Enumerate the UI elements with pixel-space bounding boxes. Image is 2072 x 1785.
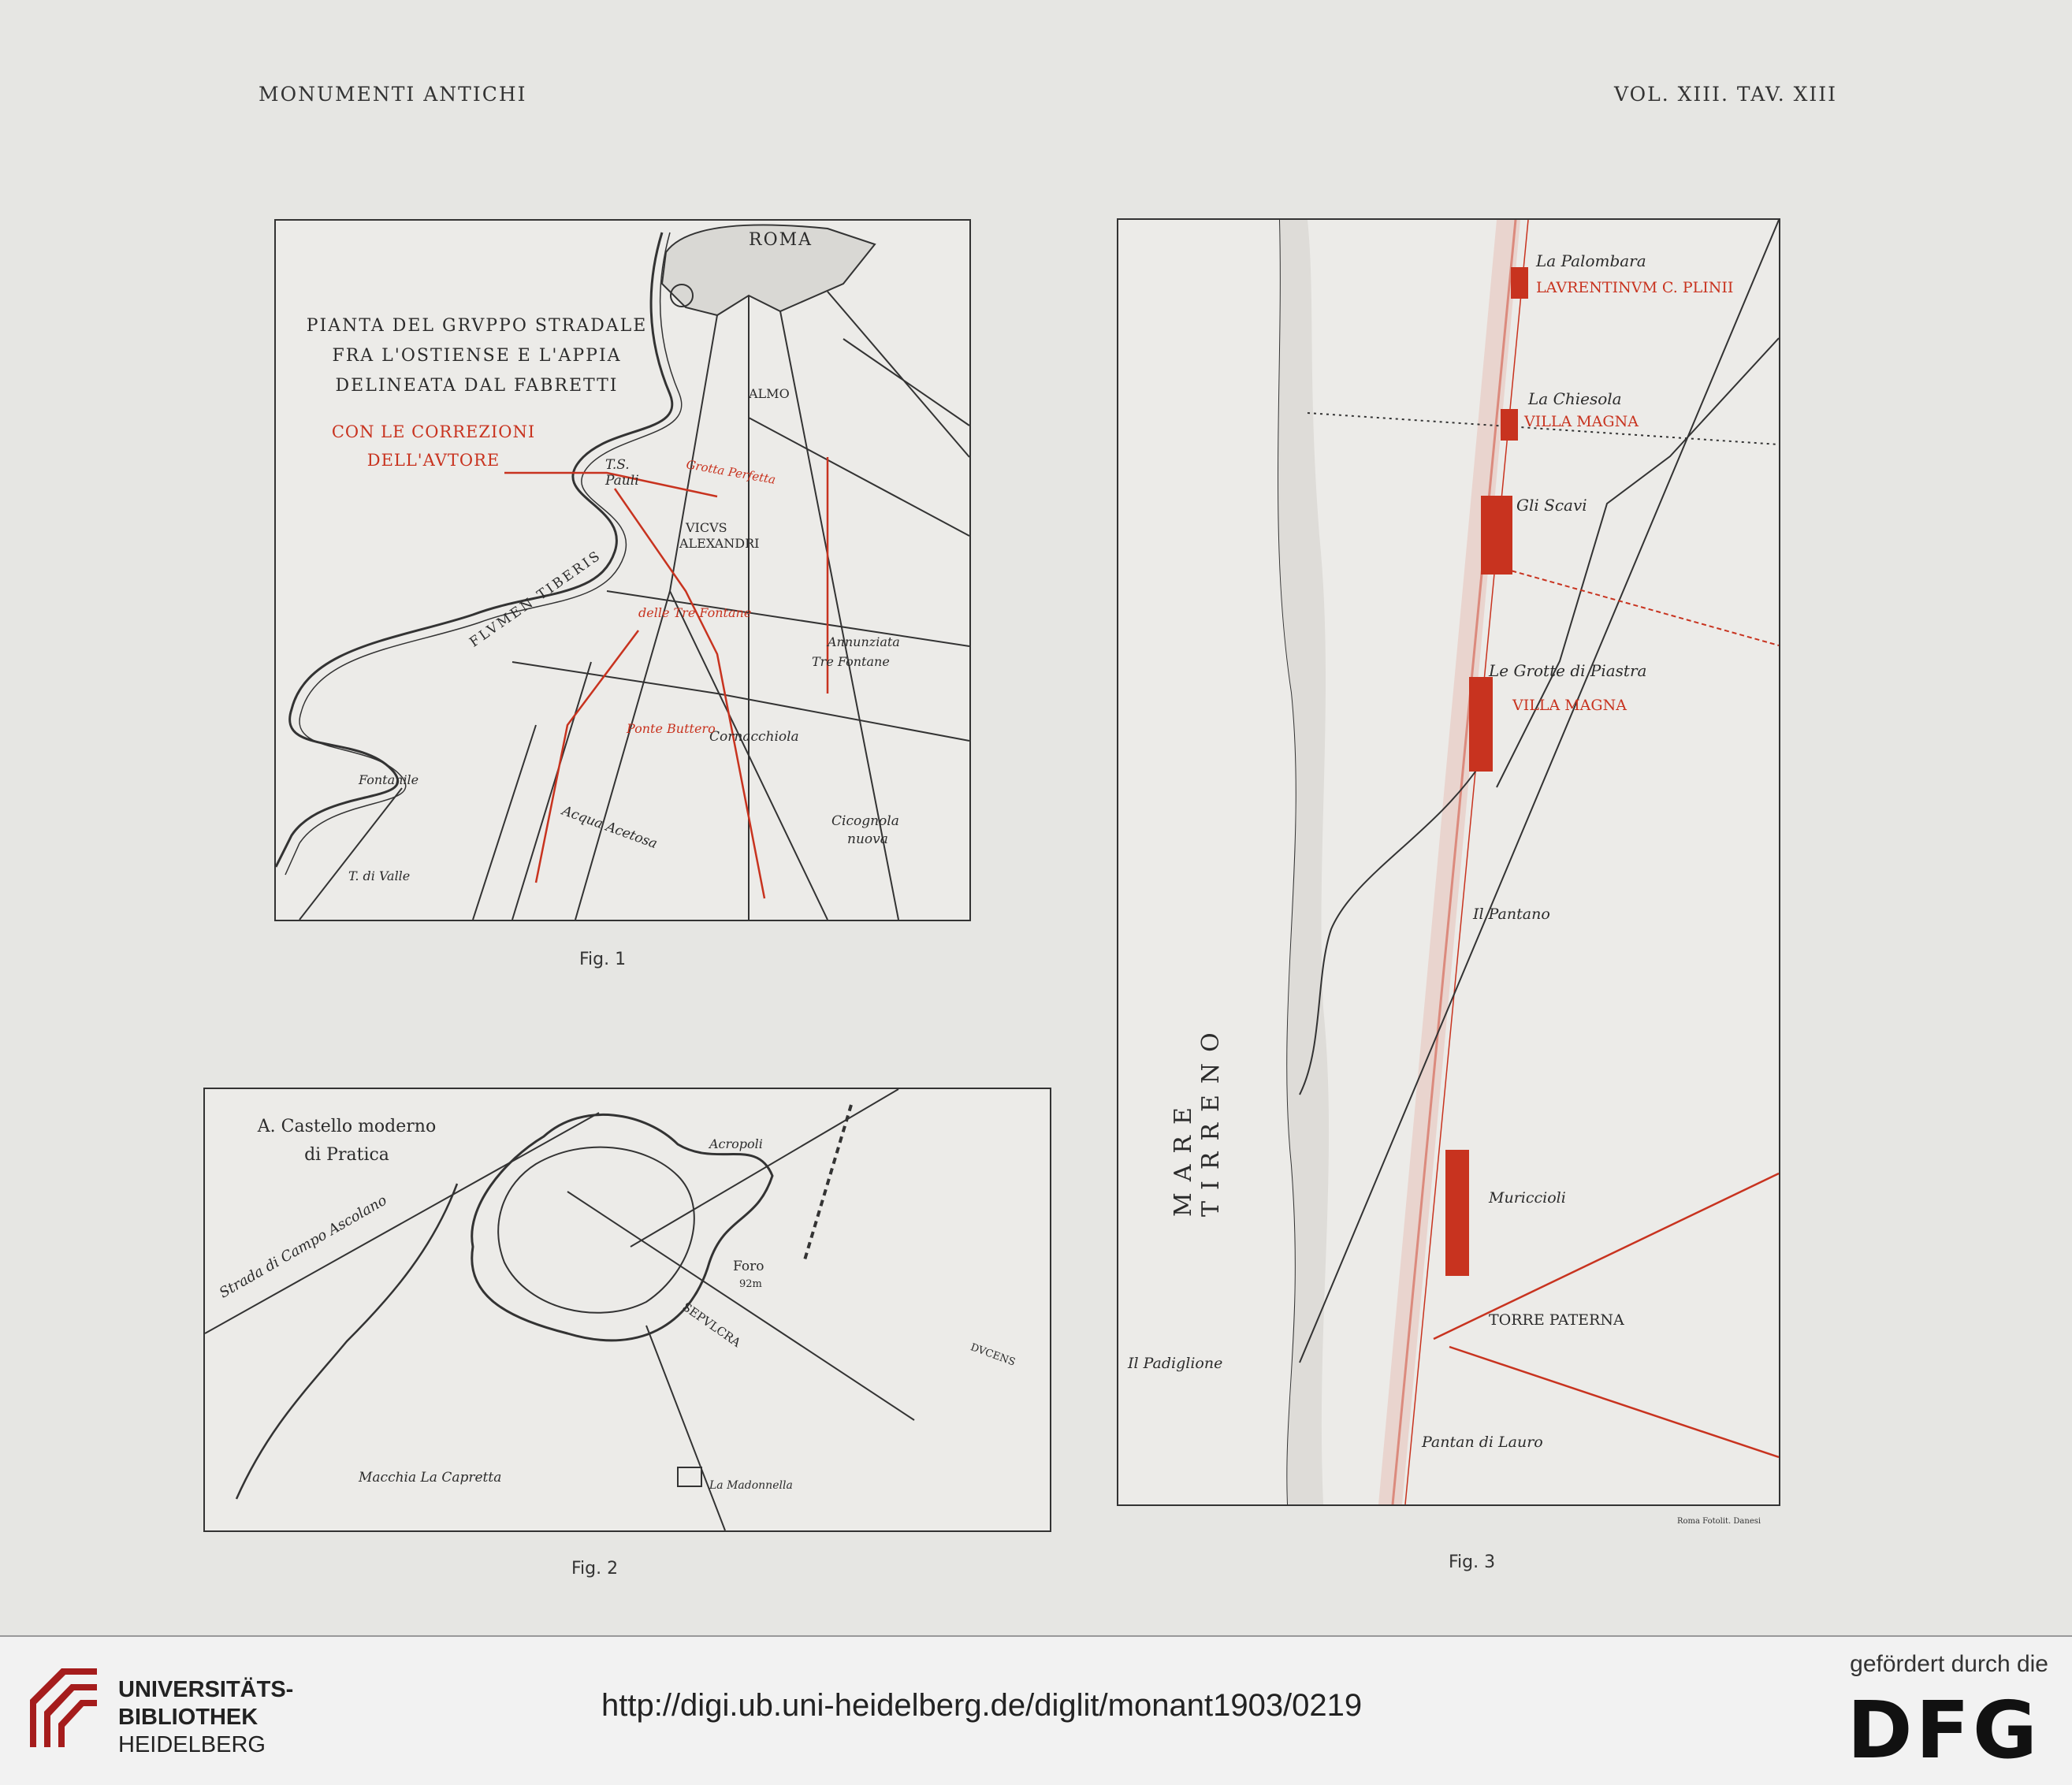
label-pantano: Il Pantano [1473, 906, 1550, 923]
fig1-caption: Fig. 1 [579, 950, 627, 969]
label-cornacchiola: Cornacchiola [709, 729, 799, 745]
fig2-legend-line-2: di Pratica [304, 1145, 389, 1165]
label-foro-elev: 92m [739, 1278, 762, 1290]
fig3-caption: Fig. 3 [1449, 1553, 1496, 1572]
diverticulum [646, 1326, 725, 1530]
label-flumen-tiberis: FLVMEN TIBERIS [467, 547, 605, 651]
fig2-legend-line-1: A. Castello moderno [257, 1117, 437, 1136]
via-albana [631, 1089, 898, 1247]
label-muriccioli: Muriccioli [1489, 1189, 1566, 1207]
dfg-label: gefördert durch die [1850, 1651, 2048, 1677]
running-head-left: MONUMENTI ANTICHI [259, 83, 527, 106]
label-foro: Foro [733, 1259, 764, 1274]
label-fontanile: Fontanile [359, 772, 419, 787]
fig2-caption: Fig. 2 [571, 1559, 619, 1579]
label-tre-fontane: Tre Fontane [812, 654, 890, 669]
fig2-map [203, 1088, 1051, 1532]
templum-villa-mark [678, 1467, 701, 1486]
label-gli-scavi: Gli Scavi [1516, 496, 1587, 515]
label-ducens: DVCENS [969, 1341, 1017, 1369]
label-sepulcra: SEPVLCRA [679, 1300, 744, 1350]
aqueduct-line [804, 1105, 851, 1263]
label-t-di-valle: T. di Valle [348, 868, 411, 883]
label-grotte: Le Grotte di Piastra [1489, 661, 1647, 680]
via-ad-ardeam [567, 1192, 914, 1420]
fig1-title-line-3: DELINEATA DAL FABRETTI [335, 376, 619, 396]
logo-line-1: UNIVERSITÄTS- [118, 1677, 294, 1702]
fig1-subtitle-line-1: CON LE CORREZIONI [331, 422, 536, 441]
label-roma: ROMA [749, 230, 813, 250]
label-cicognola: Cicognola [831, 813, 899, 829]
label-acropoli: Acropoli [709, 1136, 763, 1151]
fig1-red-roads [504, 457, 828, 898]
label-torre-paterna: TORRE PATERNA [1489, 1311, 1624, 1329]
logo-line-2: BIBLIOTHEK [118, 1705, 259, 1730]
fig1-title [292, 311, 662, 401]
fig1-map [274, 219, 971, 921]
label-ts-pauli: T.S. Pauli [605, 457, 639, 489]
fig1-subtitle-line-2: DELL'AVTORE [366, 451, 500, 470]
label-annunziata: Annunziata [828, 634, 900, 649]
running-head-right: VOL. XIII. TAV. XIII [1614, 83, 1838, 106]
label-villa-magna-1: VILLA MAGNA [1524, 413, 1639, 430]
label-pantan-lauro: Pantan di Lauro [1422, 1434, 1543, 1451]
label-la-chiesola: La Chiesola [1528, 389, 1622, 408]
inner-terrace [498, 1147, 694, 1313]
diverticulum-line [1497, 567, 1779, 645]
printer-credit: Roma Fotolit. Danesi [1677, 1517, 1761, 1526]
permalink-url[interactable]: http://digi.ub.uni-heidelberg.de/diglit/monant1903/0219 [601, 1688, 1363, 1723]
fig1-title-line-2: FRA L'OSTIENSE E L'APPIA [332, 346, 622, 366]
fig1-title-line-1: PIANTA DEL GRVPPO STRADALE [306, 316, 648, 336]
label-la-palombara: La Palombara [1536, 251, 1646, 270]
logo-line-3: HEIDELBERG [118, 1732, 266, 1757]
ub-logo-icon [22, 1668, 101, 1755]
label-la-madonnella: La Madonnella [709, 1479, 793, 1492]
label-tre-fontane-red: delle Tre Fontane [638, 605, 752, 620]
label-acqua-acetosa: Acqua Acetosa [560, 802, 660, 853]
fig2-legend [244, 1113, 449, 1170]
label-vicus: VICVS [686, 520, 727, 535]
label-macchia: Macchia La Capretta [359, 1470, 502, 1486]
label-nuova: nuova [847, 831, 888, 847]
label-ponte-buttero: Ponte Buttero [627, 721, 716, 736]
label-villa-magna-2: VILLA MAGNA [1512, 697, 1627, 714]
label-padiglione: Il Padiglione [1128, 1355, 1223, 1372]
footer-bar [0, 1635, 2072, 1785]
dfg-logo: DFG [1847, 1684, 2040, 1776]
ub-logo-text [118, 1676, 293, 1759]
label-alexandri: ALEXANDRI [679, 536, 760, 551]
label-strada: Strada di Campo Ascolano [216, 1192, 390, 1302]
fig3-map [1117, 218, 1780, 1506]
fig3-svg [1118, 220, 1779, 1504]
label-mare-tirreno: MARE TIRRENO [1170, 1021, 1225, 1217]
label-grotta-perfetta: Grotta Perfetta [685, 457, 777, 487]
label-laurentinum: LAVRENTINVM C. PLINII [1536, 279, 1734, 296]
fig1-subtitle [323, 418, 544, 474]
label-almo: ALMO [749, 386, 790, 401]
